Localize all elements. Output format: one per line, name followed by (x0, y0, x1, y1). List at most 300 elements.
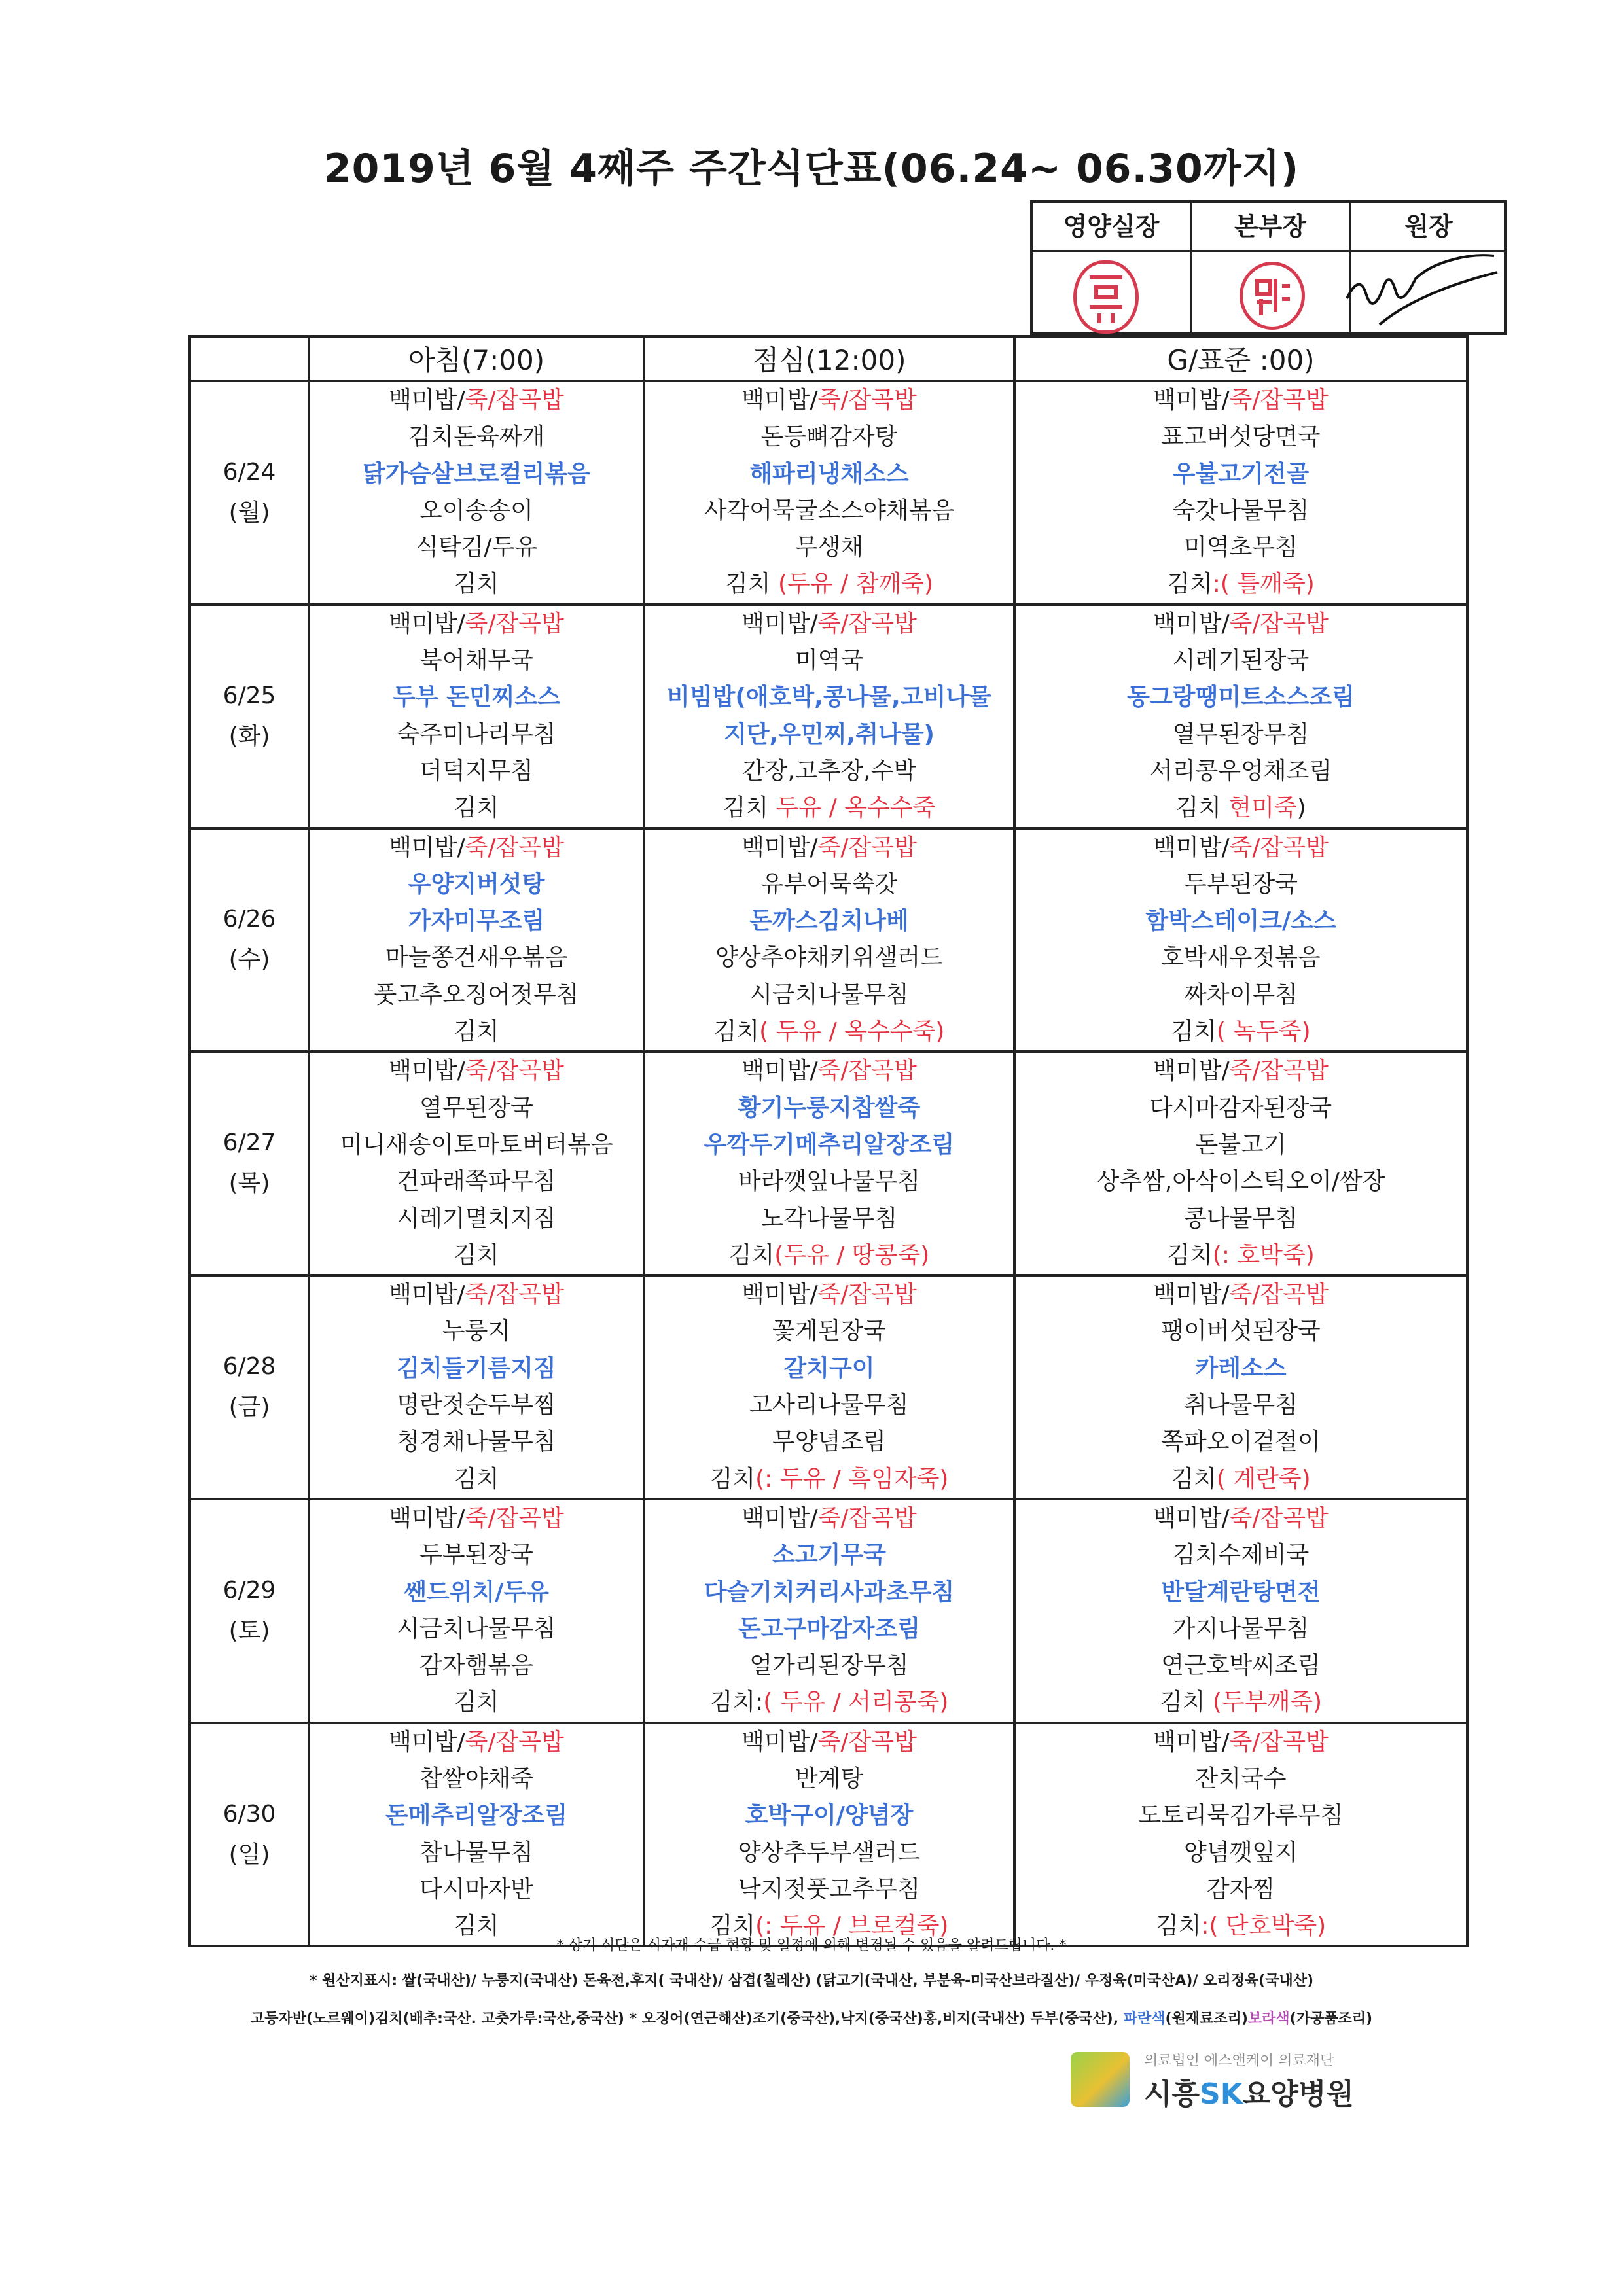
menu-item (645, 566, 1013, 603)
menu-text: 북어채무국 (419, 647, 533, 675)
menu-item (1016, 529, 1466, 566)
menu-item (1016, 1313, 1466, 1350)
lunch-cell (644, 1051, 1014, 1275)
menu-item (310, 1090, 643, 1127)
menu-item (1016, 1871, 1466, 1908)
menu-text: 해파리냉채소스 (749, 460, 909, 487)
day-label: (월) (228, 499, 270, 526)
menu-item (1016, 1351, 1466, 1387)
menu-text: ( 계란죽) (1216, 1465, 1311, 1492)
date-cell (190, 828, 309, 1052)
notice-origin-2: 고등자반(노르웨이)김치(배추:국산. 고춧가루:국산,중국산) * 오징어(연근해산)조기(중국산),낙지(중국산)홍,비지(국내산) 두부(중국산), 파란색(원재료조리)보라색(가공품조리) (250, 2011, 1373, 2027)
date-cell (190, 1723, 309, 1947)
menu-text: 가지나물무침 (1172, 1615, 1310, 1642)
menu-item (1016, 1090, 1466, 1127)
menu-text: 백미밥/ (741, 387, 818, 414)
notice-change: * 상기 식단은 식자재 수급 현황 및 일정에 의해 변경될 수 있음을 알려드립니다. * (556, 1937, 1067, 1954)
menu-text: 백미밥/ (1153, 610, 1230, 637)
date-label: 6/29 (223, 1576, 276, 1604)
menu-text: 간장,고추장,수박 (741, 757, 917, 785)
menu-text: 함박스테이크/소스 (1145, 908, 1336, 935)
menu-text: 쌘드위치/두유 (404, 1578, 549, 1606)
day-label: (수) (228, 946, 270, 974)
menu-text: 식탁김/두유 (415, 534, 537, 561)
menu-text: (: 두유 / 브로컬죽) (755, 1913, 949, 1940)
menu-item (645, 753, 1013, 790)
menu-item (1016, 1053, 1466, 1089)
table-row (190, 381, 1467, 605)
menu-text: 김치 (454, 1241, 499, 1269)
menu-item (310, 643, 643, 679)
menu-item (1016, 1574, 1466, 1611)
menu-item (645, 1537, 1013, 1574)
menu-text: 죽/잡곡밥 (465, 1281, 564, 1309)
menu-item (310, 1351, 643, 1387)
menu-text: 죽/잡곡밥 (465, 1504, 564, 1532)
menu-text: 김치돈육짜개 (408, 423, 545, 451)
menu-item (310, 1835, 643, 1871)
menu-text: 양상추야채키위샐러드 (715, 944, 943, 972)
menu-item (1016, 643, 1466, 679)
menu-text: 갈치구이 (783, 1354, 875, 1382)
menu-item (310, 679, 643, 716)
dinner-cell (1014, 1051, 1467, 1275)
menu-text: 죽/잡곡밥 (465, 1728, 564, 1756)
menu-item (310, 790, 643, 826)
menu-item (1016, 1163, 1466, 1200)
menu-text: 양념깻잎지 (1184, 1839, 1298, 1866)
menu-text: 얼가리된장무침 (749, 1652, 909, 1680)
menu-text: 더덕지무침 (419, 757, 533, 785)
menu-item (645, 1871, 1013, 1908)
menu-text: 다시마자반 (419, 1875, 533, 1903)
stamp-icon (1240, 262, 1305, 330)
menu-text: 돈등뼈감자탕 (760, 423, 898, 451)
menu-item (645, 1574, 1013, 1611)
menu-item (310, 1648, 643, 1684)
menu-item (645, 606, 1013, 643)
menu-text: ) (1296, 794, 1306, 822)
approval-head-chief: 원장 (1404, 212, 1453, 241)
menu-item (1016, 419, 1466, 455)
menu-text: 김치 (454, 571, 499, 598)
menu-text: 죽/잡곡밥 (817, 610, 917, 637)
menu-text: 죽/잡곡밥 (1229, 834, 1329, 861)
menu-item (645, 940, 1013, 976)
dinner-cell (1014, 1275, 1467, 1499)
breakfast-cell (309, 1723, 644, 1947)
menu-text: 동그랑땡미트소스조림 (1127, 684, 1355, 711)
table-row (190, 1051, 1467, 1275)
dinner-cell (1014, 1723, 1467, 1947)
menu-item (645, 1424, 1013, 1460)
menu-item (310, 1537, 643, 1574)
menu-item (310, 753, 643, 790)
menu-text: 백미밥/ (389, 387, 465, 414)
menu-item (1016, 1014, 1466, 1050)
menu-text: 낙지젓풋고추무침 (738, 1875, 921, 1903)
date-label: 6/30 (223, 1800, 276, 1828)
menu-text: 죽/잡곡밥 (1229, 1057, 1329, 1085)
menu-item (645, 1014, 1013, 1050)
approval-box (1030, 200, 1507, 335)
menu-text: 무양념조림 (772, 1428, 886, 1456)
menu-item (645, 382, 1013, 419)
menu-text: 마늘쫑건새우볶음 (385, 944, 568, 972)
menu-text: :( 단호박죽) (1201, 1913, 1327, 1940)
menu-text: 누룽지 (442, 1318, 511, 1345)
notice-origin: * 원산지표시: 쌀(국내산)/ 누룽지(국내산) 돈육전,후지( 국내산)/ 삼겹(칠레산) (닭고기(국내산, 부분육-미국산브라질산)/ 우정육(미국산A)/ 오리정육(국내산) (309, 1973, 1314, 1989)
menu-text: 백미밥/ (1153, 1504, 1230, 1532)
menu-item (645, 1201, 1013, 1237)
menu-text: 다시마감자된장국 (1149, 1094, 1332, 1122)
menu-text: 백미밥/ (741, 1057, 818, 1085)
menu-text: 죽/잡곡밥 (817, 1281, 917, 1309)
menu-text: 백미밥/ (389, 1728, 465, 1756)
menu-text: 취나물무침 (1184, 1392, 1298, 1419)
menu-item (310, 716, 643, 753)
menu-text: 숙주미나리무침 (397, 720, 556, 748)
menu-item (645, 419, 1013, 455)
table-header-row (190, 336, 1467, 381)
dinner-cell (1014, 828, 1467, 1052)
menu-text: 잔치국수 (1195, 1765, 1287, 1792)
menu-text: 김치 (454, 1018, 499, 1046)
menu-text: 죽/잡곡밥 (1229, 610, 1329, 637)
date-label: 6/26 (223, 906, 276, 933)
menu-text: (: 두유 / 흑임자죽) (755, 1465, 949, 1492)
menu-item (310, 830, 643, 866)
signature-icon (1340, 253, 1504, 331)
menu-text: 유부어묵쑥갓 (760, 870, 898, 898)
menu-text: 김치 (454, 1465, 499, 1492)
menu-item (310, 1684, 643, 1721)
table-row (190, 1275, 1467, 1499)
menu-text: 김치들기름지짐 (397, 1354, 556, 1382)
menu-text: 미역국 (794, 647, 864, 675)
menu-text: 김치 (454, 794, 499, 822)
menu-item (1016, 1277, 1466, 1313)
menu-text: 백미밥/ (741, 1728, 818, 1756)
menu-text: 김치 (1155, 1913, 1202, 1940)
menu-item (310, 940, 643, 976)
menu-text: 연근호박씨조림 (1161, 1652, 1321, 1680)
menu-text: 백미밥/ (741, 610, 818, 637)
menu-item (645, 1090, 1013, 1127)
menu-item (645, 1724, 1013, 1761)
menu-item (645, 1648, 1013, 1684)
menu-text: 소고기무국 (772, 1542, 886, 1569)
menu-item (645, 1835, 1013, 1871)
menu-text: 풋고추오징어젓무침 (374, 981, 579, 1008)
menu-text: 두부된장국 (1184, 870, 1298, 898)
menu-text: 두부 돈민찌소스 (393, 684, 560, 711)
menu-text: 청경채나물무침 (397, 1428, 556, 1456)
breakfast-cell (309, 381, 644, 605)
menu-item (310, 1611, 643, 1648)
header-lunch: 점심(12:00) (644, 336, 1014, 381)
menu-text: 비빔밥(애호박,콩나물,고비나물 (667, 684, 991, 711)
menu-text: 콩나물무침 (1184, 1205, 1298, 1232)
menu-text: 죽/잡곡밥 (817, 1728, 917, 1756)
date-cell (190, 605, 309, 828)
menu-text: 백미밥/ (1153, 1281, 1230, 1309)
menu-item (310, 1014, 643, 1050)
menu-text: 숙갓나물무침 (1172, 497, 1310, 524)
menu-text: 백미밥/ (389, 610, 465, 637)
menu-text: 건파래쪽파무침 (397, 1168, 556, 1195)
table-row (190, 828, 1467, 1052)
menu-text: 감자햄볶음 (419, 1652, 533, 1680)
menu-item (1016, 566, 1466, 603)
menu-item (1016, 1724, 1466, 1761)
menu-text: 다슬기치커리사과초무침 (704, 1578, 955, 1606)
menu-item (310, 1387, 643, 1424)
menu-text: 백미밥/ (1153, 834, 1230, 861)
menu-text: 표고버섯당면국 (1161, 423, 1321, 451)
table-row (190, 605, 1467, 828)
menu-text: 가자미무조림 (408, 908, 545, 935)
date-cell (190, 1275, 309, 1499)
menu-text: 참나물무침 (419, 1839, 533, 1866)
menu-item (1016, 1761, 1466, 1797)
date-cell (190, 1499, 309, 1723)
menu-item (310, 1053, 643, 1089)
menu-item (310, 1797, 643, 1834)
menu-item (1016, 1537, 1466, 1574)
menu-text: ( 녹두죽) (1216, 1018, 1311, 1046)
menu-text: 죽/잡곡밥 (1229, 387, 1329, 414)
menu-text: 호박구이/양념장 (745, 1802, 914, 1829)
header-dinner: G/표준 :00) (1014, 336, 1467, 381)
logo-mark-icon (1071, 2052, 1130, 2107)
hospital-logo (1071, 2045, 1385, 2117)
stamp-icon (1073, 260, 1139, 334)
menu-item (645, 1461, 1013, 1498)
menu-text: 돈불고기 (1195, 1131, 1287, 1158)
date-cell (190, 1051, 309, 1275)
lunch-cell (644, 1723, 1014, 1947)
menu-text: 김치 (725, 571, 778, 598)
menu-text: 김치 (1167, 1241, 1213, 1269)
menu-item (310, 1277, 643, 1313)
breakfast-cell (309, 605, 644, 828)
menu-text: 열무된장국 (419, 1094, 533, 1122)
date-cell (190, 381, 309, 605)
page-title: 2019년 6월 4째주 주간식단표(06.24~ 06.30까지) (323, 146, 1300, 192)
menu-text: 카레소스 (1195, 1354, 1287, 1382)
menu-text: 양상추두부샐러드 (738, 1839, 921, 1866)
menu-item (645, 1387, 1013, 1424)
day-label: (토) (228, 1617, 270, 1644)
menu-item (1016, 716, 1466, 753)
menu-text: 사각어묵굴소스야채볶음 (704, 497, 955, 524)
menu-text: 현미죽 (1228, 794, 1297, 822)
menu-item (310, 493, 643, 529)
menu-text: 백미밥/ (1153, 1057, 1230, 1085)
menu-text: 김치 (713, 1018, 760, 1046)
menu-text: 백미밥/ (389, 1281, 465, 1309)
date-label: 6/27 (223, 1129, 276, 1157)
menu-text: 호박새우젓볶음 (1161, 944, 1321, 972)
menu-text: 반달계란탕면전 (1161, 1578, 1321, 1606)
menu-item (310, 903, 643, 940)
menu-text: 백미밥/ (389, 1504, 465, 1532)
menu-item (310, 1724, 643, 1761)
day-label: (목) (228, 1170, 270, 1197)
menu-item (1016, 606, 1466, 643)
menu-text: ( 두유 / 서리콩죽) (763, 1689, 949, 1716)
menu-item (1016, 903, 1466, 940)
lunch-cell (644, 828, 1014, 1052)
menu-item (1016, 1127, 1466, 1163)
menu-item (310, 1761, 643, 1797)
menu-text: 돈까스김치나베 (749, 908, 909, 935)
menu-item (645, 1611, 1013, 1648)
menu-item (1016, 1387, 1466, 1424)
menu-text: 고사리나물무침 (749, 1392, 909, 1419)
logo-name: 시흥SK요양병원 (1144, 2077, 1354, 2111)
menu-item (1016, 1461, 1466, 1498)
menu-text: 백미밥/ (1153, 387, 1230, 414)
menu-text: 김치 (1159, 1689, 1213, 1716)
menu-text: (두유 / 참깨죽) (778, 571, 933, 598)
menu-text: 시금치나물무침 (749, 981, 909, 1008)
menu-text: 백미밥/ (1153, 1728, 1230, 1756)
menu-text: 무생채 (794, 534, 864, 561)
menu-item (310, 529, 643, 566)
menu-text: 죽/잡곡밥 (817, 834, 917, 861)
menu-item (1016, 753, 1466, 790)
menu-item (645, 830, 1013, 866)
menu-text: 김치 (722, 794, 776, 822)
menu-item (310, 1201, 643, 1237)
menu-item (310, 1461, 643, 1498)
menu-text: 반계탕 (794, 1765, 864, 1792)
menu-text: 열무된장무침 (1172, 720, 1310, 748)
menu-text: (두유 / 땅콩죽) (774, 1241, 930, 1269)
menu-text: 백미밥/ (741, 1281, 818, 1309)
logo-subtitle: 의료법인 에스앤케이 의료재단 (1144, 2053, 1334, 2069)
menu-text: 찹쌀야채죽 (419, 1765, 533, 1792)
menu-text: 죽/잡곡밥 (817, 1057, 917, 1085)
menu-text: 죽/잡곡밥 (465, 1057, 564, 1085)
menu-table (188, 335, 1469, 1947)
menu-item (1016, 456, 1466, 493)
menu-text: 감자찜 (1206, 1875, 1275, 1903)
menu-text: 팽이버섯된장국 (1161, 1318, 1321, 1345)
header-breakfast: 아침(7:00) (309, 336, 644, 381)
menu-text: 도토리묵김가루무침 (1138, 1802, 1344, 1829)
menu-text: 백미밥/ (389, 834, 465, 861)
menu-text: 죽/잡곡밥 (817, 387, 917, 414)
menu-text: 죽/잡곡밥 (1229, 1504, 1329, 1532)
menu-text: 시금치나물무침 (397, 1615, 556, 1642)
lunch-cell (644, 605, 1014, 828)
menu-item (645, 1163, 1013, 1200)
menu-text: 지단,우민찌,취나물) (723, 720, 935, 748)
menu-item (310, 382, 643, 419)
menu-item (310, 606, 643, 643)
menu-text: 우깍두기메추리알장조림 (704, 1131, 955, 1158)
menu-item (645, 866, 1013, 903)
menu-text: ( 두유 / 옥수수죽) (759, 1018, 945, 1046)
menu-text: 쪽파오이겉절이 (1161, 1428, 1321, 1456)
menu-text: 김치 (454, 1689, 499, 1716)
menu-text: 두부된장국 (419, 1542, 533, 1569)
menu-text: 바라깻잎나물무침 (738, 1168, 921, 1195)
menu-item (645, 977, 1013, 1014)
menu-item (310, 1163, 643, 1200)
menu-text: 미니새송이토마토버터볶음 (340, 1131, 613, 1158)
menu-text: 김치 (728, 1241, 775, 1269)
menu-text: 죽/잡곡밥 (817, 1504, 917, 1532)
day-label: (일) (228, 1841, 270, 1868)
legend-violet: 보라색 (1247, 2011, 1290, 2027)
breakfast-cell (309, 1499, 644, 1723)
menu-item (645, 1684, 1013, 1721)
menu-item (645, 1127, 1013, 1163)
menu-text: 서리콩우엉채조림 (1149, 757, 1332, 785)
date-label: 6/24 (223, 458, 276, 486)
menu-item (1016, 382, 1466, 419)
menu-item (1016, 1648, 1466, 1684)
menu-item (645, 493, 1013, 529)
menu-item (310, 1313, 643, 1350)
date-label: 6/25 (223, 682, 276, 709)
menu-text: 김치수제비국 (1172, 1542, 1310, 1569)
menu-text: 죽/잡곡밥 (1229, 1281, 1329, 1309)
menu-item (645, 1277, 1013, 1313)
menu-text: 죽/잡곡밥 (465, 834, 564, 861)
approval-head-nutrition: 영양실장 (1063, 212, 1160, 241)
menu-text: 미역초무침 (1184, 534, 1298, 561)
menu-text: 꽃게된장국 (772, 1318, 886, 1345)
menu-item (1016, 1201, 1466, 1237)
menu-text: 우양지버섯탕 (408, 870, 545, 898)
menu-item (1016, 1424, 1466, 1460)
menu-item (310, 977, 643, 1014)
menu-item (1016, 866, 1466, 903)
menu-item (1016, 1500, 1466, 1537)
menu-item (1016, 1835, 1466, 1871)
menu-text: 김치 (709, 1465, 756, 1492)
menu-item (1016, 1684, 1466, 1721)
menu-item (310, 419, 643, 455)
table-row (190, 1499, 1467, 1723)
menu-text: 김치: (709, 1689, 764, 1716)
menu-item (645, 1237, 1013, 1274)
dinner-cell (1014, 1499, 1467, 1723)
menu-text: 김치 (1171, 1018, 1217, 1046)
menu-item (1016, 830, 1466, 866)
menu-text: 시레기된장국 (1172, 647, 1310, 675)
menu-text: 우불고기전골 (1172, 460, 1310, 487)
menu-item (645, 529, 1013, 566)
menu-text: 김치 (1175, 794, 1229, 822)
menu-text: 백미밥/ (389, 1057, 465, 1085)
table-row (190, 1723, 1467, 1947)
legend-blue: 파란색 (1123, 2011, 1166, 2027)
menu-text: 오이송송이 (419, 497, 533, 524)
breakfast-cell (309, 1275, 644, 1499)
menu-text: (두부깨죽) (1212, 1689, 1323, 1716)
day-label: (화) (228, 722, 270, 750)
menu-item (1016, 1611, 1466, 1648)
menu-item (1016, 1797, 1466, 1834)
menu-item (645, 1500, 1013, 1537)
menu-text: 죽/잡곡밥 (465, 610, 564, 637)
